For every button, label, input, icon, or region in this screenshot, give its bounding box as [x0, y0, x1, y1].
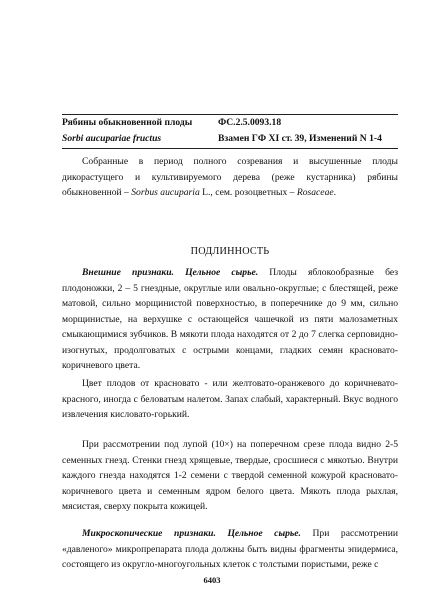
- microscopic-paragraph: [62, 526, 398, 573]
- header-top-rule: [62, 114, 398, 115]
- family-name: Rosaceae: [296, 187, 334, 198]
- microscopic-lead: Микроскопические признаки. Цельное сырье.: [82, 528, 301, 539]
- monograph-code: ФС.2.5.0093.18: [218, 117, 282, 128]
- intro-paragraph: [62, 154, 398, 201]
- section-heading: ПОДЛИННОСТЬ: [190, 246, 270, 257]
- intro-end: .: [333, 187, 337, 198]
- microscopic-text: При рассмотрении «давленого» микропрепарата плода должны быть видны фрагменты эпидермиса, состоящего из округло-многоугольных клеток с толстыми пористыми, реже с: [62, 528, 398, 570]
- page-number: 6403: [203, 575, 221, 585]
- monograph-title-ru: Рябины обыкновенной плоды: [62, 117, 193, 128]
- species-name: Sorbus aucuparia: [131, 187, 200, 198]
- magnifier-paragraph: [62, 437, 398, 515]
- magnifier-text: При рассмотрении под лупой (10×) на поперечном срезе плода видно 2-5 семенных гнезд. Стенки гнезд хрящевые, твердые, сросшиеся с мякотью. Внутри каждого гнезда находятся 1-2 семени с твердой семенной кожурой красновато-коричневого цвета и семенным ядром белого цвета. Мякоть плода рыхлая, мясистая, сверху покрыта кожицей.: [62, 439, 398, 512]
- header-bottom-rule: [62, 148, 398, 149]
- color-text: Цвет плодов от красновато - или желтовато-оранжевого до коричневато-красного, иногда с беловатым налетом. Запах слабый, характерный. Вкус водного извлечения кисловато-горький.: [62, 378, 398, 420]
- intro-text: Собранные в период полного созревания и высушенные плоды дикорастущего и культивируемого дерева (реже кустарника) рябины обыкновенной –: [62, 156, 398, 198]
- external-features-text: Плоды яблокообразные без плодоножки, 2 – 5 гнездные, округлые или овально-округлые; с блестящей, реже матовой, сильно морщинистой поверхностью, в поперечнике до 9 мм, сильно морщинистые, на верхушке с остающейся чашечкой из пяти малозаметных смыкающимися зубчиков. В мякоти плода находятся от 2 до 7 слегка серповидно-изогнутых, продолговатых с острыми концами, гладких семян красновато-коричневого цвета.: [62, 267, 398, 371]
- monograph-title-lat: Sorbi aucupariae fructus: [62, 133, 162, 144]
- replaces-note: Взамен ГФ XI ст. 39, Изменений N 1-4: [218, 133, 382, 144]
- intro-text-2: L., сем. розоцветных –: [199, 187, 297, 198]
- external-features-paragraph: [62, 265, 398, 374]
- color-paragraph: [62, 376, 398, 423]
- external-features-lead: Внешние признаки. Цельное сырье.: [82, 267, 259, 278]
